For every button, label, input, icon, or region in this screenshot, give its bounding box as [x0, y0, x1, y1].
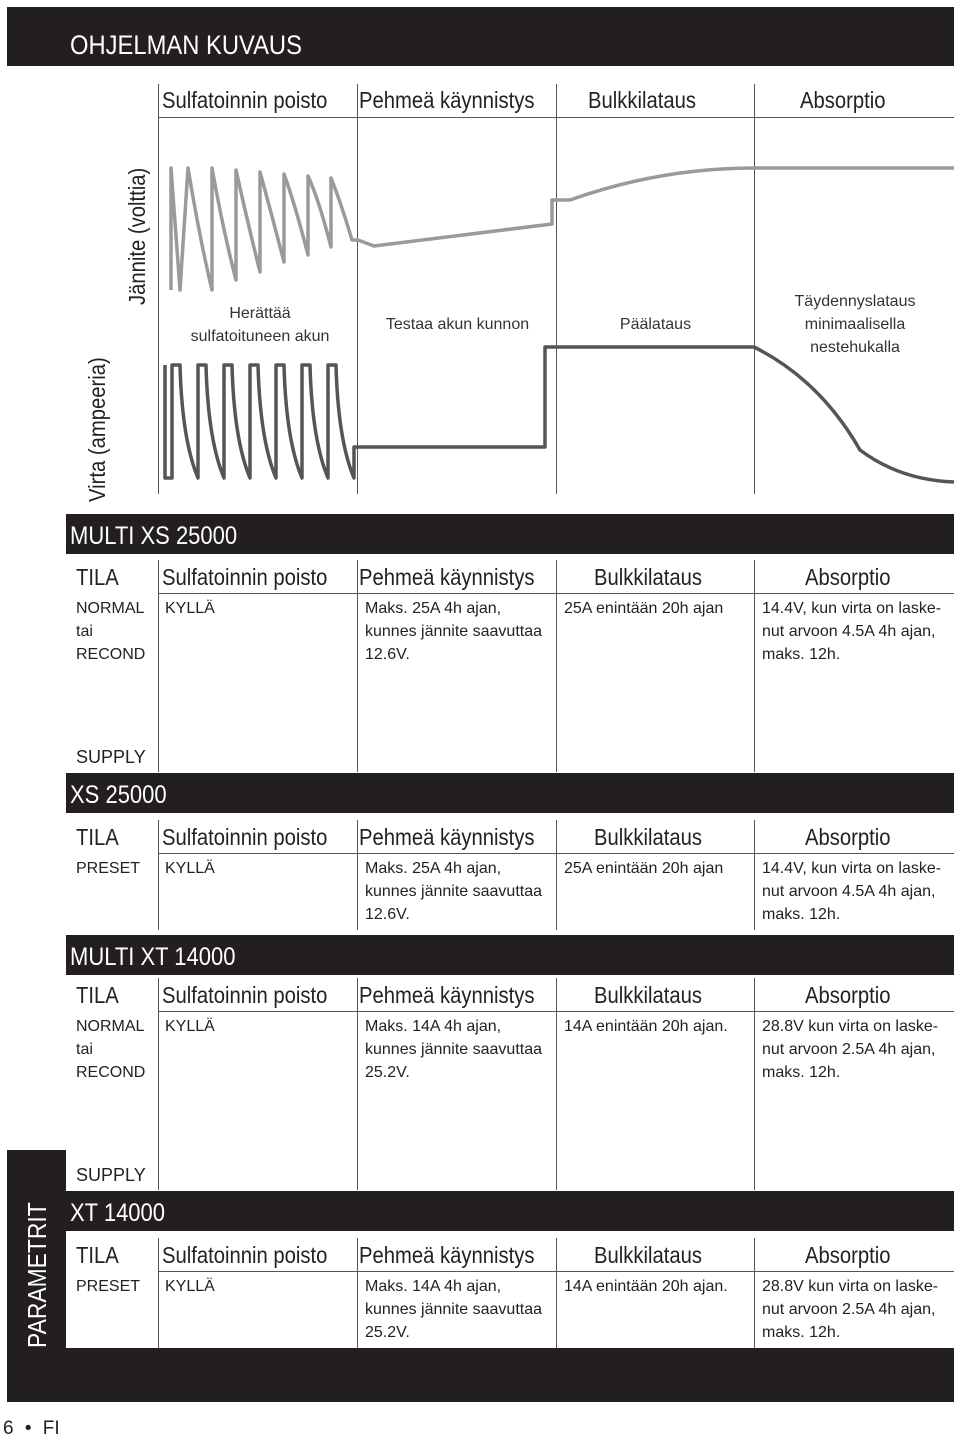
stage-header: Pehmeä käynnistys — [359, 564, 535, 590]
col-divider — [556, 820, 557, 930]
mode-header: TILA — [76, 824, 119, 850]
language-code: FI — [42, 1418, 60, 1439]
bulk-value: 25A enintään 20h ajan — [564, 860, 724, 877]
page-footer — [3, 1418, 60, 1440]
stage-header: Sulfatoinnin poisto — [162, 564, 328, 590]
mode-value: NORMAL tai RECOND — [76, 600, 146, 663]
col-divider — [357, 820, 358, 930]
col-divider — [754, 1238, 755, 1348]
abs-value: 28.8V kun virta on laske- nut arvoon 2.5A 4h ajan, maks. 12h. — [762, 1278, 939, 1341]
mode-value: PRESET — [76, 1278, 141, 1295]
col-divider — [754, 820, 755, 930]
col-divider — [357, 560, 358, 772]
section-title: XS 25000 — [70, 781, 167, 809]
side-tab-label: PARAMETRIT — [22, 1202, 52, 1348]
section-title-bar — [66, 514, 954, 554]
abs-value: 28.8V kun virta on laske- nut arvoon 2.5A 4h ajan, maks. 12h. — [762, 1018, 939, 1081]
abs-value: 14.4V, kun virta on laske- nut arvoon 4.5A 4h ajan, maks. 12h. — [762, 860, 942, 923]
soft-value: Maks. 25A 4h ajan, kunnes jännite saavuttaa 12.6V. — [365, 600, 543, 663]
stage-header: Sulfatoinnin poisto — [162, 87, 328, 113]
col-divider — [357, 1238, 358, 1348]
stage-header: Absorptio — [805, 1242, 891, 1268]
stage-header: Bulkkilataus — [588, 87, 697, 113]
col-divider — [158, 1238, 159, 1348]
col-divider — [357, 978, 358, 1190]
col-divider — [158, 820, 159, 930]
stage-description: Herättää sulfatoituneen akun — [190, 305, 330, 345]
stage-header: Sulfatoinnin poisto — [162, 982, 328, 1008]
stage-header: Absorptio — [805, 824, 891, 850]
stage-description: Täydennyslataus minimaalisella nestehukalla — [794, 293, 916, 356]
stage-header: Bulkkilataus — [594, 982, 703, 1008]
stage-header: Bulkkilataus — [594, 824, 703, 850]
page-title: OHJELMAN KUVAUS — [70, 30, 302, 60]
col-divider — [158, 978, 159, 1190]
mode-header: TILA — [76, 1242, 119, 1268]
soft-value: Maks. 14A 4h ajan, kunnes jännite saavuttaa 25.2V. — [365, 1018, 543, 1081]
bulk-value: 14A enintään 20h ajan. — [564, 1278, 728, 1295]
voltage-curve — [171, 168, 954, 290]
col-divider — [556, 1238, 557, 1348]
current-axis-label: Virta (ampeeria) — [84, 357, 110, 502]
stage-header: Sulfatoinnin poisto — [162, 824, 328, 850]
supply-label: SUPPLY — [76, 1165, 146, 1185]
section-title: MULTI XS 25000 — [70, 522, 238, 550]
section-title: XT 14000 — [70, 1199, 166, 1227]
section-title: MULTI XT 14000 — [70, 943, 236, 971]
mode-header: TILA — [76, 564, 119, 590]
bulk-value: 14A enintään 20h ajan. — [564, 1018, 728, 1035]
sulf-value: KYLLÄ — [165, 1018, 215, 1035]
col-divider — [556, 560, 557, 772]
supply-label: SUPPLY — [76, 747, 146, 767]
stage-header: Pehmeä käynnistys — [359, 824, 535, 850]
stage-description: Päälataus — [619, 316, 692, 333]
sulf-value: KYLLÄ — [165, 600, 215, 617]
charge-diagram — [0, 0, 960, 520]
stage-header: Absorptio — [800, 87, 886, 113]
stage-header: Absorptio — [805, 564, 891, 590]
stage-header: Bulkkilataus — [594, 564, 703, 590]
footer-bullet: • — [24, 1418, 32, 1439]
stage-description: Testaa akun kunnon — [385, 316, 530, 333]
col-divider — [754, 978, 755, 1190]
section-title-bar — [66, 1191, 954, 1231]
soft-value: Maks. 25A 4h ajan, kunnes jännite saavuttaa 12.6V. — [365, 860, 543, 923]
col-divider — [556, 978, 557, 1190]
section-title-bar — [66, 935, 954, 975]
col-divider — [158, 560, 159, 772]
current-curve — [165, 347, 954, 482]
sulf-value: KYLLÄ — [165, 1278, 215, 1295]
stage-header: Sulfatoinnin poisto — [162, 1242, 328, 1268]
section-title-bar — [66, 773, 954, 813]
stage-header: Absorptio — [805, 982, 891, 1008]
abs-value: 14.4V, kun virta on laske- nut arvoon 4.5A 4h ajan, maks. 12h. — [762, 600, 942, 663]
voltage-axis-label: Jännite (volttia) — [124, 167, 150, 305]
mode-value: NORMAL tai RECOND — [76, 1018, 146, 1081]
stage-header: Pehmeä käynnistys — [359, 982, 535, 1008]
col-divider — [754, 560, 755, 772]
mode-value: PRESET — [76, 860, 141, 877]
stage-header: Pehmeä käynnistys — [359, 1242, 535, 1268]
sulf-value: KYLLÄ — [165, 860, 215, 877]
mode-header: TILA — [76, 982, 119, 1008]
bulk-value: 25A enintään 20h ajan — [564, 600, 724, 617]
stage-header: Pehmeä käynnistys — [359, 87, 535, 113]
soft-value: Maks. 14A 4h ajan, kunnes jännite saavuttaa 25.2V. — [365, 1278, 543, 1341]
page-number: 6 — [3, 1418, 14, 1439]
stage-header: Bulkkilataus — [594, 1242, 703, 1268]
